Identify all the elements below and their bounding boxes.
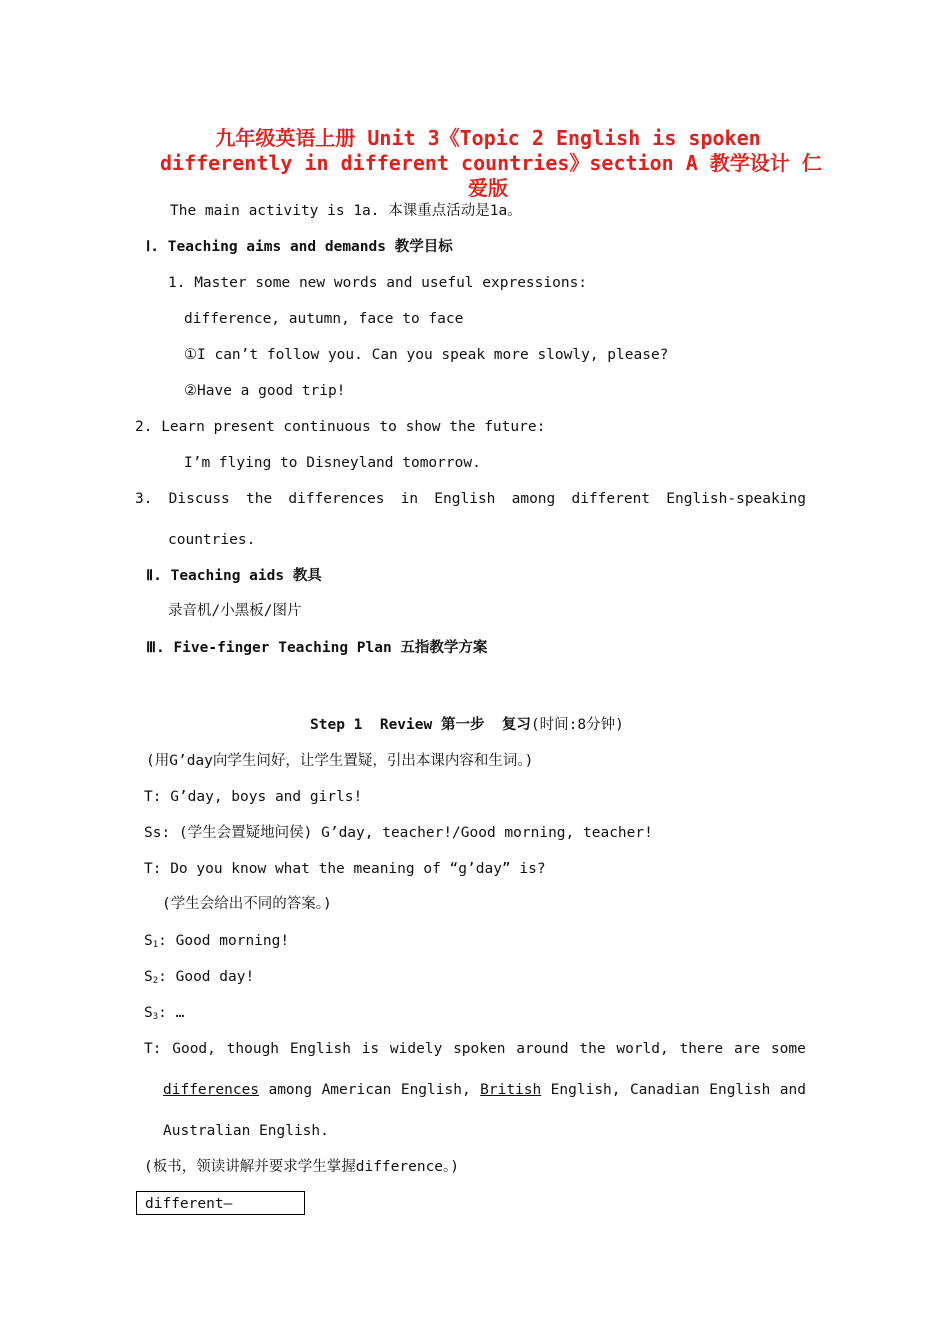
section-1-heading: Ⅰ. Teaching aims and demands 教学目标 — [146, 239, 453, 255]
dialogue-student-3: $S_3$: … — [144, 1005, 185, 1022]
step-1-note-3: (板书，领读讲解并要求学生掌握difference。) — [144, 1159, 460, 1175]
new-words: difference, autumn, face to face — [184, 311, 464, 327]
underlined-british: British — [480, 1082, 542, 1098]
aim-item-3: 3. Discuss the differences in English among different English-speaking — [135, 491, 806, 507]
dialogue-teacher-2: T: Do you know what the meaning of “g’day” is? — [144, 861, 546, 877]
dialogue-student-1: $S_1$: Good morning! — [144, 933, 290, 950]
aim-item-2: 2. Learn present continuous to show the future: — [135, 419, 546, 435]
expression-2: ②Have a good trip! — [184, 383, 346, 399]
section-2-heading: Ⅱ. Teaching aids 教具 — [146, 568, 322, 584]
document-title-line-2: differently in different countries》section A 教学设计 仁 — [160, 151, 822, 175]
dialogue-teacher-1: T: G’day, boys and girls! — [144, 789, 363, 805]
underlined-differences: differences — [163, 1082, 260, 1098]
blackboard-box — [136, 1191, 305, 1215]
dialogue-student-2: $S_2$: Good day! — [144, 969, 255, 986]
expression-1: ①I can’t follow you. Can you speak more slowly, please? — [184, 347, 669, 363]
document-title-line-1: 九年级英语上册 Unit 3《Topic 2 English is spoken — [215, 126, 761, 150]
dialogue-students: Ss: (学生会置疑地问侯) G’day, teacher!/Good morning, teacher! — [144, 825, 653, 841]
dialogue-teacher-3-line-3: Australian English. — [163, 1123, 329, 1139]
example-sentence: I’m flying to Disneyland tomorrow. — [184, 455, 481, 471]
aim-item-1: 1. Master some new words and useful expressions: — [168, 275, 588, 291]
section-3-heading: Ⅲ. Five-finger Teaching Plan 五指教学方案 — [146, 640, 488, 656]
step-1-heading: Step 1 Review 第一步 复习(时间:8分钟) — [310, 717, 624, 733]
step-1-note-1: (用G’day向学生问好，让学生置疑，引出本课内容和生词。) — [146, 753, 534, 769]
document-title-line-3: 爱版 — [468, 176, 508, 200]
blackboard-text: different— — [145, 1196, 233, 1212]
teaching-aids: 录音机/小黑板/图片 — [168, 603, 302, 619]
dialogue-teacher-3-line-2: differences among American English, British English, Canadian English and — [163, 1082, 806, 1098]
main-activity: The main activity is 1a. 本课重点活动是1a。 — [170, 203, 522, 219]
dialogue-teacher-3-line-1: T: Good, though English is widely spoken around the world, there are some — [144, 1041, 806, 1057]
step-1-note-2: (学生会给出不同的答案。) — [162, 896, 332, 912]
aim-item-3-continued: countries. — [168, 532, 256, 548]
